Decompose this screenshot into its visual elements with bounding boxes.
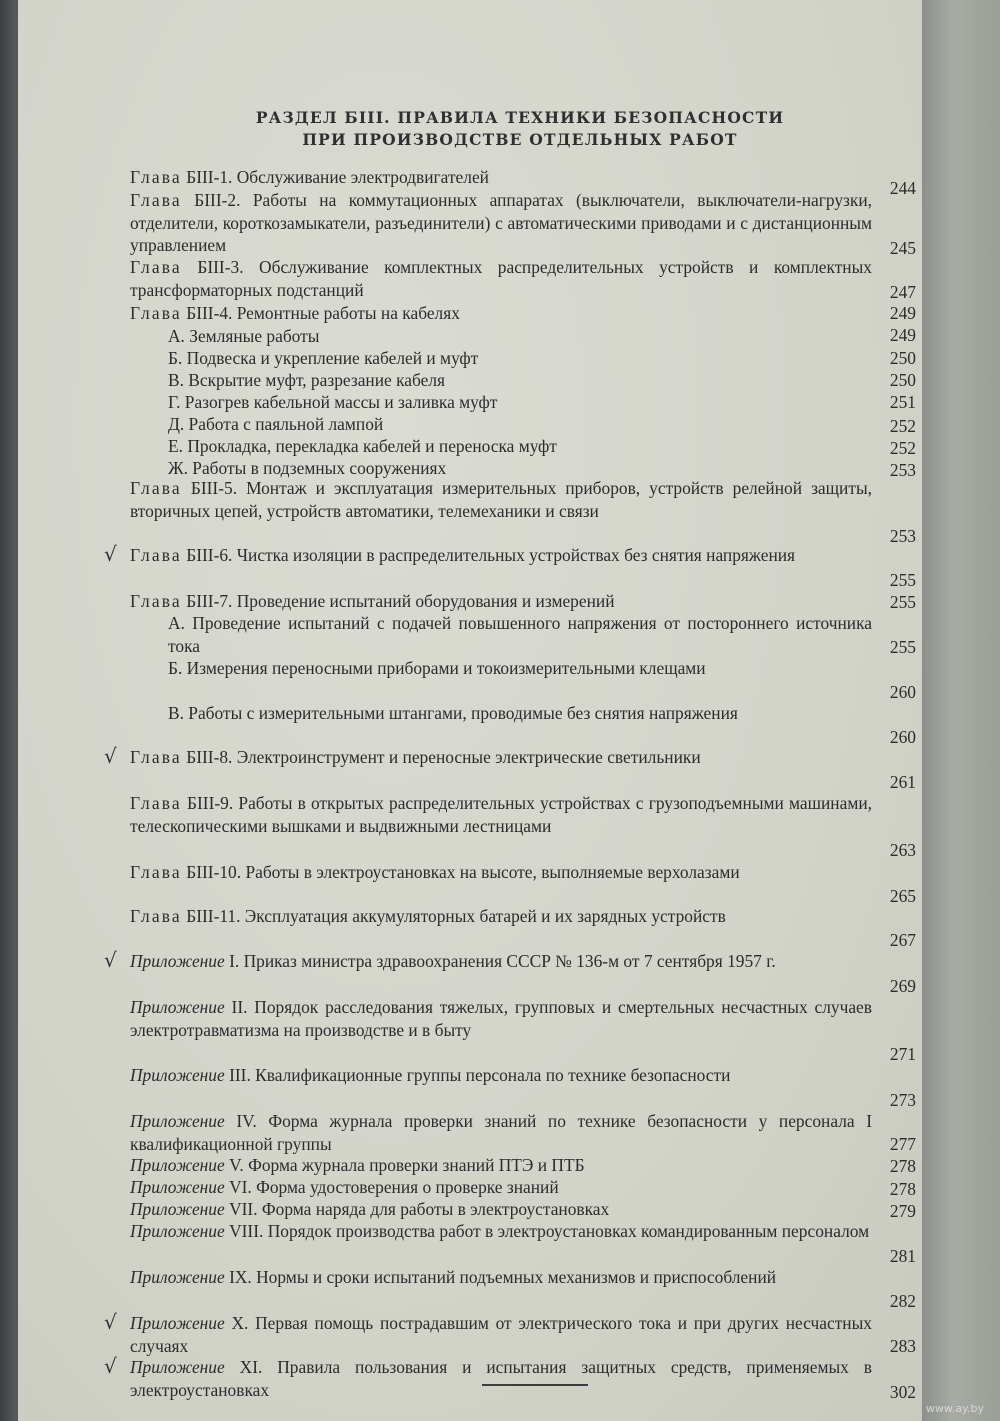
toc-entry: [130, 1198, 872, 1221]
toc-subentry: [168, 657, 872, 680]
entry-prefix: Глава: [130, 906, 182, 926]
entry-prefix: Глава: [130, 793, 182, 813]
page-number: 271: [889, 1044, 916, 1064]
entry-title: VII. Форма наряда для работы в электроустановках: [229, 1199, 610, 1219]
entry-title: V. Форма журнала проверки знаний ПТЭ и ПТБ: [229, 1155, 585, 1175]
toc-subentry: [168, 369, 872, 392]
entry-title: А. Проведение испытаний с подачей повышенного напряжения от постороннего источника тока: [168, 613, 872, 656]
entry-title: VIII. Порядок производства работ в электроустановках командированным персоналом: [229, 1221, 870, 1241]
entry-prefix: Глава: [130, 747, 182, 767]
entry-prefix: Глава: [130, 478, 182, 498]
entry-prefix: Приложение: [130, 1065, 225, 1085]
entry-prefix: Приложение: [130, 1111, 225, 1131]
entry-title: Б. Подвеска и укрепление кабелей и муфт: [168, 348, 479, 368]
entry-prefix: Приложение: [130, 1155, 225, 1175]
entry-prefix: Приложение: [130, 951, 225, 971]
entry-prefix: Приложение: [130, 1199, 225, 1219]
page-number: 250: [889, 348, 916, 368]
toc-entry: [130, 477, 872, 522]
page-number: 247: [889, 282, 916, 302]
toc-entry: [130, 1064, 872, 1087]
entry-title: БIII-6. Чистка изоляции в распределительных устройствах без снятия напряжения: [186, 545, 796, 565]
entry-prefix: Приложение: [130, 1267, 225, 1287]
page-number: 245: [889, 238, 916, 258]
page-number: 261: [889, 772, 916, 792]
page-number: 278: [889, 1156, 916, 1176]
entry-title: VI. Форма удостоверения о проверке знаний: [229, 1177, 559, 1197]
toc-entry: [130, 590, 872, 613]
entry-title: В. Работы с измерительными штангами, проводимые без снятия напряжения: [168, 703, 738, 723]
entry-title: БIII-1. Обслуживание электродвигателей: [186, 167, 489, 187]
entry-title: Б. Измерения переносными приборами и токоизмерительными клещами: [168, 658, 706, 678]
entry-prefix: Глава: [130, 303, 182, 323]
toc-entry: [130, 1312, 872, 1357]
page-number: 249: [889, 303, 916, 323]
entry-title: III. Квалификационные группы персонала по технике безопасности: [229, 1065, 731, 1085]
handwritten-check-icon: √: [104, 1354, 117, 1378]
page-number: 252: [889, 416, 916, 436]
toc-entry: [130, 1266, 872, 1289]
entry-prefix: Приложение: [130, 1357, 225, 1377]
entry-title: БIII-11. Эксплуатация аккумуляторных батарей и их зарядных устройств: [186, 906, 726, 926]
page-number: 255: [889, 570, 916, 590]
entry-title: БIII-2. Работы на коммутационных аппаратах (выключатели, выключатели-нагрузки, отделители, короткозамыкатели, разъединители) с автоматическими приводами и с дистанционным управлением: [130, 190, 872, 256]
entry-title: БIII-10. Работы в электроустановках на высоте, выполняемые верхолазами: [186, 862, 740, 882]
toc-entry: [130, 1220, 872, 1243]
page-number: 253: [889, 460, 916, 480]
handwritten-check-icon: √: [104, 744, 117, 768]
entry-title: БIII-3. Обслуживание комплектных распределительных устройств и комплектных трансформаторных подстанций: [130, 257, 872, 300]
page-number: 281: [889, 1246, 916, 1266]
page-number: 283: [889, 1336, 916, 1356]
entry-prefix: Приложение: [130, 1221, 225, 1241]
toc-entry: [130, 861, 872, 884]
page-number: 249: [889, 325, 916, 345]
toc-entry: [130, 256, 872, 301]
entry-title: IX. Нормы и сроки испытаний подъемных механизмов и приспособлений: [229, 1267, 777, 1287]
toc-entry: [130, 1154, 872, 1177]
entry-prefix: Глава: [130, 862, 182, 882]
page-number: 278: [889, 1179, 916, 1199]
toc-entry: [130, 746, 872, 769]
entry-prefix: Приложение: [130, 1177, 225, 1197]
entry-title: IV. Форма журнала проверки знаний по технике безопасности у персонала I квалификационной группы: [130, 1111, 872, 1154]
entry-title: Д. Работа с паяльной лампой: [168, 414, 384, 434]
entry-prefix: Глава: [130, 591, 182, 611]
entry-title: II. Порядок расследования тяжелых, групповых и смертельных несчастных случаев электротравматизма на производстве и в быту: [130, 997, 872, 1040]
page-number: 277: [889, 1134, 916, 1154]
toc-subentry: [168, 347, 872, 370]
entry-title: XI. Правила пользования и испытания защитных средств, применяемых в электроустановках: [130, 1357, 872, 1400]
entry-prefix: Глава: [130, 167, 182, 187]
toc-subentry: [168, 413, 872, 436]
page-number: 265: [889, 886, 916, 906]
page-number: 302: [889, 1382, 916, 1402]
page-number: 269: [889, 976, 916, 996]
entry-title: БIII-7. Проведение испытаний оборудования и измерений: [186, 591, 615, 611]
toc-entry: [130, 996, 872, 1041]
entry-title: X. Первая помощь пострадавшим от электрического тока и при других несчастных случаях: [130, 1313, 872, 1356]
page-number: 255: [889, 592, 916, 612]
page-number: 255: [889, 637, 916, 657]
page-number: 263: [889, 840, 916, 860]
toc-entry: [130, 166, 872, 189]
entry-prefix: Глава: [130, 545, 182, 565]
entry-title: БIII-9. Работы в открытых распределительных устройствах с грузоподъемными машинами, телескопическими вышками и выдвижными лестницами: [130, 793, 872, 836]
entry-title: Е. Прокладка, перекладка кабелей и переноска муфт: [168, 436, 557, 456]
entry-prefix: Приложение: [130, 997, 225, 1017]
page-number: 251: [889, 392, 916, 412]
entry-title: В. Вскрытие муфт, разрезание кабеля: [168, 370, 446, 390]
entry-prefix: Глава: [130, 257, 182, 277]
toc-entry: [130, 1356, 872, 1401]
toc-subentry: [168, 325, 872, 348]
toc-entry: [130, 189, 872, 257]
page-number: 253: [889, 526, 916, 546]
entry-prefix: Глава: [130, 190, 182, 210]
page-number: 250: [889, 370, 916, 390]
entry-title: Г. Разогрев кабельной массы и заливка муфт: [168, 392, 498, 412]
toc-entry: [130, 792, 872, 837]
toc-entry: [130, 950, 872, 973]
entry-title: Ж. Работы в подземных сооружениях: [168, 458, 447, 478]
end-rule: [482, 1384, 588, 1386]
page-number: 282: [889, 1291, 916, 1311]
toc-subentry: [168, 391, 872, 414]
section-title-line-1: РАЗДЕЛ БIII. ПРАВИЛА ТЕХНИКИ БЕЗОПАСНОСТИ: [255, 108, 785, 127]
page-number: 273: [889, 1090, 916, 1110]
page-number: 260: [889, 727, 916, 747]
entry-title: БIII-4. Ремонтные работы на кабелях: [186, 303, 460, 323]
toc-entry: [130, 1176, 872, 1199]
page-number: 260: [889, 682, 916, 702]
entry-title: I. Приказ министра здравоохранения СССР № 136-м от 7 сентября 1957 г.: [229, 951, 776, 971]
toc-subentry: [168, 612, 872, 657]
watermark: www.ay.by: [925, 1402, 984, 1415]
page-number: 252: [889, 438, 916, 458]
page-number: 267: [889, 930, 916, 950]
toc-entry: [130, 1110, 872, 1155]
page-number: 279: [889, 1201, 916, 1221]
handwritten-check-icon: √: [104, 542, 117, 566]
handwritten-check-icon: √: [104, 1310, 117, 1334]
toc-subentry: [168, 435, 872, 458]
entry-prefix: Приложение: [130, 1313, 225, 1333]
section-title-line-2: ПРИ ПРОИЗВОДСТВЕ ОТДЕЛЬНЫХ РАБОТ: [302, 130, 738, 149]
toc-entry: [130, 905, 872, 928]
toc-entry: [130, 302, 872, 325]
toc-entry: [130, 544, 872, 567]
entry-title: А. Земляные работы: [168, 326, 320, 346]
entry-title: БIII-5. Монтаж и эксплуатация измерительных приборов, устройств релейной защиты, вторичных цепей, устройств автоматики, телемеханики и связи: [130, 478, 872, 521]
handwritten-check-icon: √: [104, 948, 117, 972]
toc-subentry: [168, 702, 872, 725]
entry-title: БIII-8. Электроинструмент и переносные электрические светильники: [186, 747, 701, 767]
page-number: 244: [889, 178, 916, 198]
